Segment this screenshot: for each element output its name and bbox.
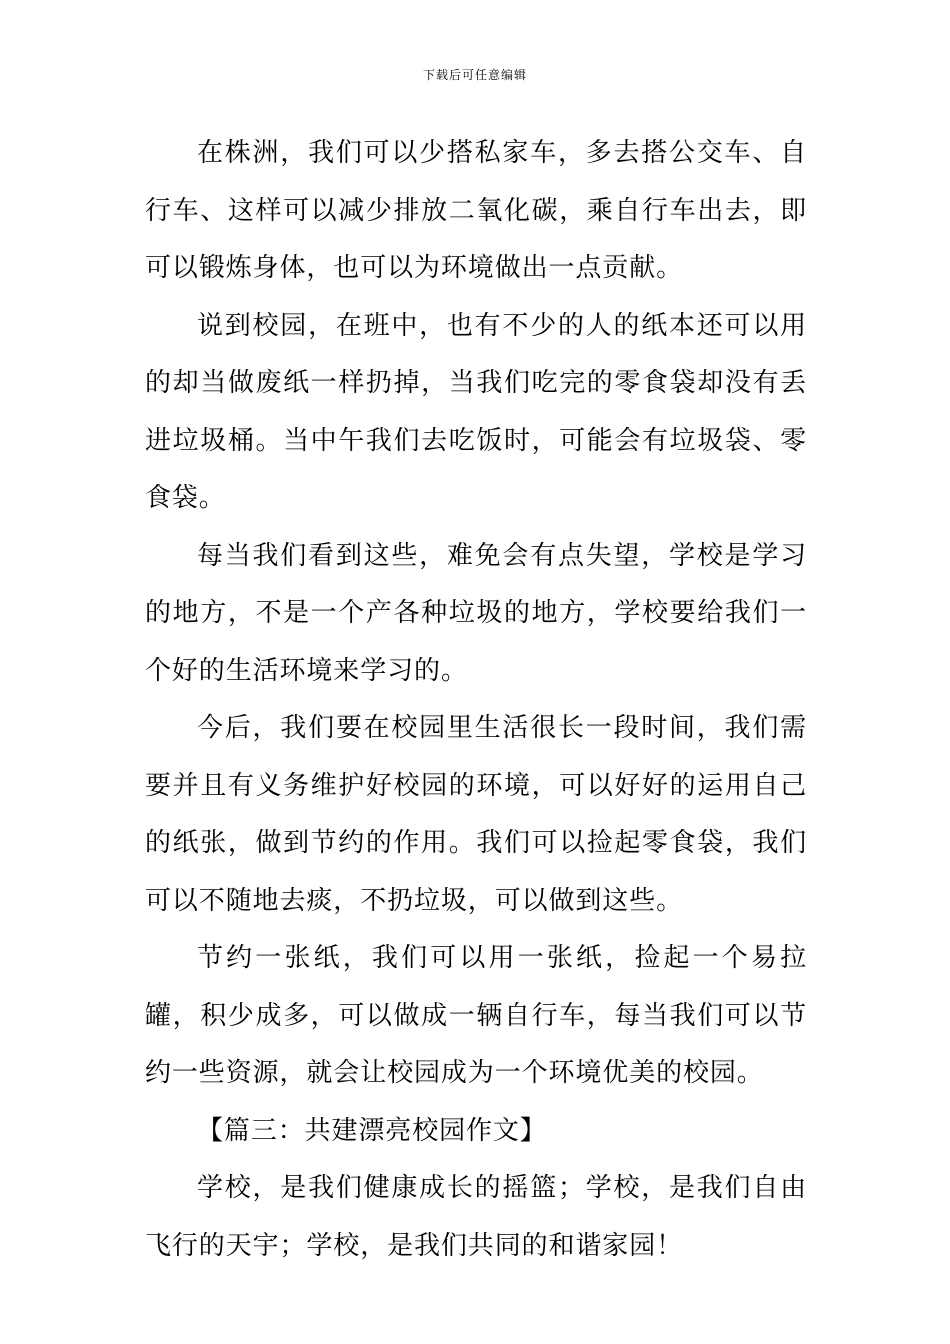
paragraph-3: 每当我们看到这些，难免会有点失望，学校是学习的地方，不是一个产各种垃圾的地方，学校要给我们一个好的生活环境来学习的。 [145, 540, 807, 686]
paragraph-2: 说到校园，在班中，也有不少的人的纸本还可以用的却当做废纸一样扔掉，当我们吃完的零食袋却没有丢进垃圾桶。当中午我们去吃饭时，可能会有垃圾袋、零食袋。 [145, 310, 807, 513]
paragraph-1: 在株洲，我们可以少搭私家车，多去搭公交车、自行车、这样可以减少排放二氧化碳，乘自行车出去，即可以锻炼身体，也可以为环境做出一点贡献。 [145, 138, 807, 283]
paragraph-5: 节约一张纸，我们可以用一张纸，捡起一个易拉罐，积少成多，可以做成一辆自行车，每当我们可以节约一些资源，就会让校园成为一个环境优美的校园。 [145, 943, 807, 1088]
paragraph-4: 今后，我们要在校园里生活很长一段时间，我们需要并且有义务维护好校园的环境，可以好好的运用自己的纸张，做到节约的作用。我们可以捡起零食袋，我们可以不随地去痰，不扔垃圾，可以做到这些。 [145, 713, 807, 916]
paragraph-6: 学校，是我们健康成长的摇篮；学校，是我们自由飞行的天宇；学校，是我们共同的和谐家园！ [145, 1173, 807, 1261]
header-note: 下载后可任意编辑 [422, 68, 527, 82]
document-body [145, 125, 807, 1275]
section-heading: 【篇三：共建漂亮校园作文】 [197, 1115, 547, 1146]
